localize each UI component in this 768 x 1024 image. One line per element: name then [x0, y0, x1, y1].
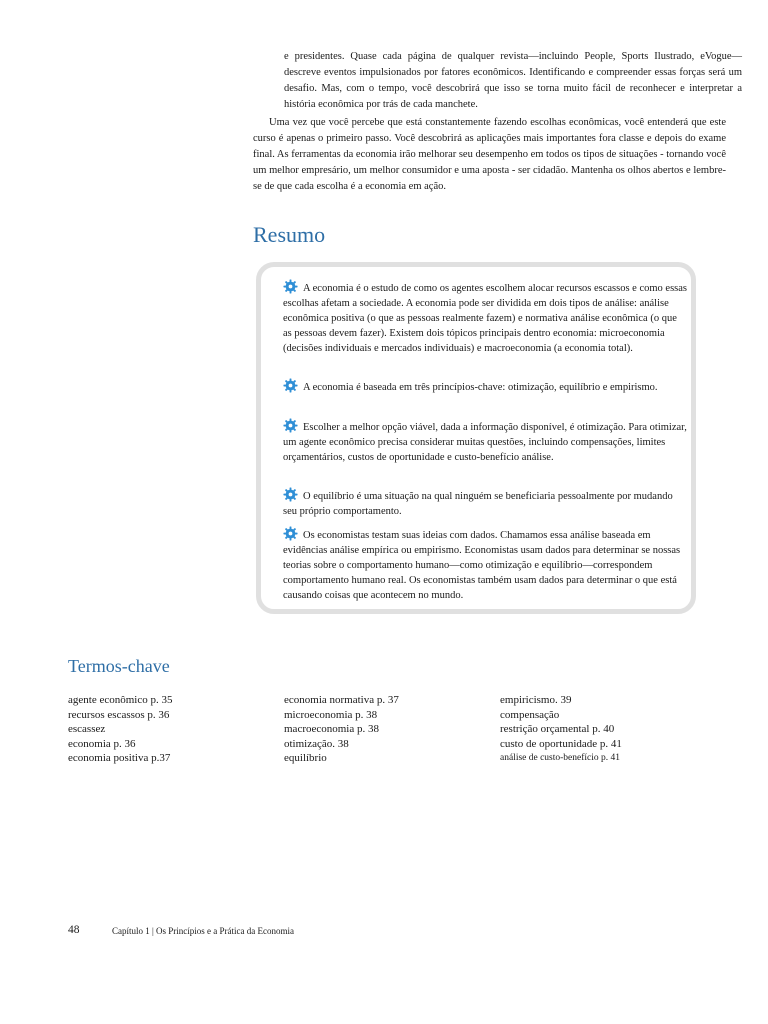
key-term: análise de custo-benefício p. 41: [500, 753, 621, 764]
page-number: 48: [68, 924, 80, 936]
key-term: agente econômico p. 35: [68, 694, 173, 706]
key-terms-column-1: [68, 693, 172, 766]
key-term: equilíbrio: [284, 752, 327, 765]
key-term: escassez: [68, 723, 106, 736]
key-term: recursos escassos p. 36: [68, 708, 170, 721]
intro-continuation: e presidentes. Quase cada página de qualquer revista—incluindo People, Sports Ilustrado, eVogue—descreve eventos impulsionados por fatores econômicos. Identificando e compreender essas forças será um desafio. Mas, com o tempo, você descobrirá que isso se torna muito fácil de reconhecer e interpretar a história econômica por trás de cada manchete.: [284, 51, 742, 110]
summary-item: [283, 526, 687, 603]
key-term: microeconomia p. 38: [284, 708, 378, 721]
key-term: empiricismo. 39: [500, 694, 572, 706]
gear-bullet-icon: [283, 526, 298, 541]
key-terms-column-2: [284, 693, 399, 766]
key-term: economia p. 36: [68, 737, 136, 750]
key-terms-heading: Termos-chave: [68, 656, 170, 676]
summary-heading: Resumo: [253, 222, 326, 247]
summary-box: [256, 262, 696, 614]
summary-item-text: Escolher a melhor opção viável, dada a informação disponível, é otimização. Para otimizar, um agente econômico precisa considerar muitas questões, incluindo compensações, limites orçamentários, custos de oportunidade e custo-benefício análise.: [283, 422, 687, 463]
summary-item: [283, 487, 687, 519]
key-terms-column-3: [500, 693, 622, 766]
key-term: otimização. 38: [284, 737, 349, 750]
key-term: macroeconomia p. 38: [284, 723, 379, 736]
summary-item: [283, 418, 687, 465]
gear-bullet-icon: [283, 487, 298, 502]
gear-bullet-icon: [283, 378, 298, 393]
gear-bullet-icon: [283, 418, 298, 433]
key-term: economia normativa p. 37: [284, 694, 399, 706]
summary-item-text: O equilíbrio é uma situação na qual ninguém se beneficiaria pessoalmente por mudando seu próprio comportamento.: [283, 491, 673, 517]
summary-item: [283, 279, 687, 356]
summary-item-text: Os economistas testam suas ideias com dados. Chamamos essa análise baseada em evidências análise empírica ou empirismo. Economistas usam dados para determinar se nossas teorias sobre o comportamento humano—como otimização e equilíbrio—correspondem comportamento humano real. Os economistas também usam dados para determinar o que está causando coisas que acontecem no mundo.: [283, 530, 681, 601]
summary-item-text: A economia é o estudo de como os agentes escolhem alocar recursos escassos e como essas escolhas afetam a sociedade. A economia pode ser dividida em dois tipos de análise: análise econômica positiva (o que as pessoas realmente fazem) e normativa análise econômica (o que as pessoas devem fazer). Existem dois tópicos principais dentro economia: microeconomia (decisões individuais e mercados individuais) e macroeconomia (a economia total).: [283, 283, 688, 354]
chapter-running-footer: Capítulo 1 | Os Princípios e a Prática da Economia: [112, 926, 295, 936]
key-term: compensação: [500, 708, 560, 721]
key-term: restrição orçamental p. 40: [500, 723, 615, 736]
intro-paragraph: Uma vez que você percebe que está constantemente fazendo escolhas econômicas, você entenderá que este curso é apenas o primeiro passo. Você descobrirá as aplicações mais importantes fora classe e depois do exame final. As ferramentas da economia irão melhorar seu desempenho em todos os tipos de situações - tornando você um melhor empresário, um melhor consumidor e uma aposta - ser cidadão. Mantenha os olhos abertos e lembre-se de que cada escolha é a economia em ação.: [253, 117, 726, 192]
summary-item: [283, 378, 687, 395]
key-term: economia positiva p.37: [68, 752, 171, 765]
key-term: custo de oportunidade p. 41: [500, 737, 622, 750]
gear-bullet-icon: [283, 279, 298, 294]
summary-item-text: A economia é baseada em três princípios-chave: otimização, equilíbrio e empirismo.: [303, 382, 658, 393]
